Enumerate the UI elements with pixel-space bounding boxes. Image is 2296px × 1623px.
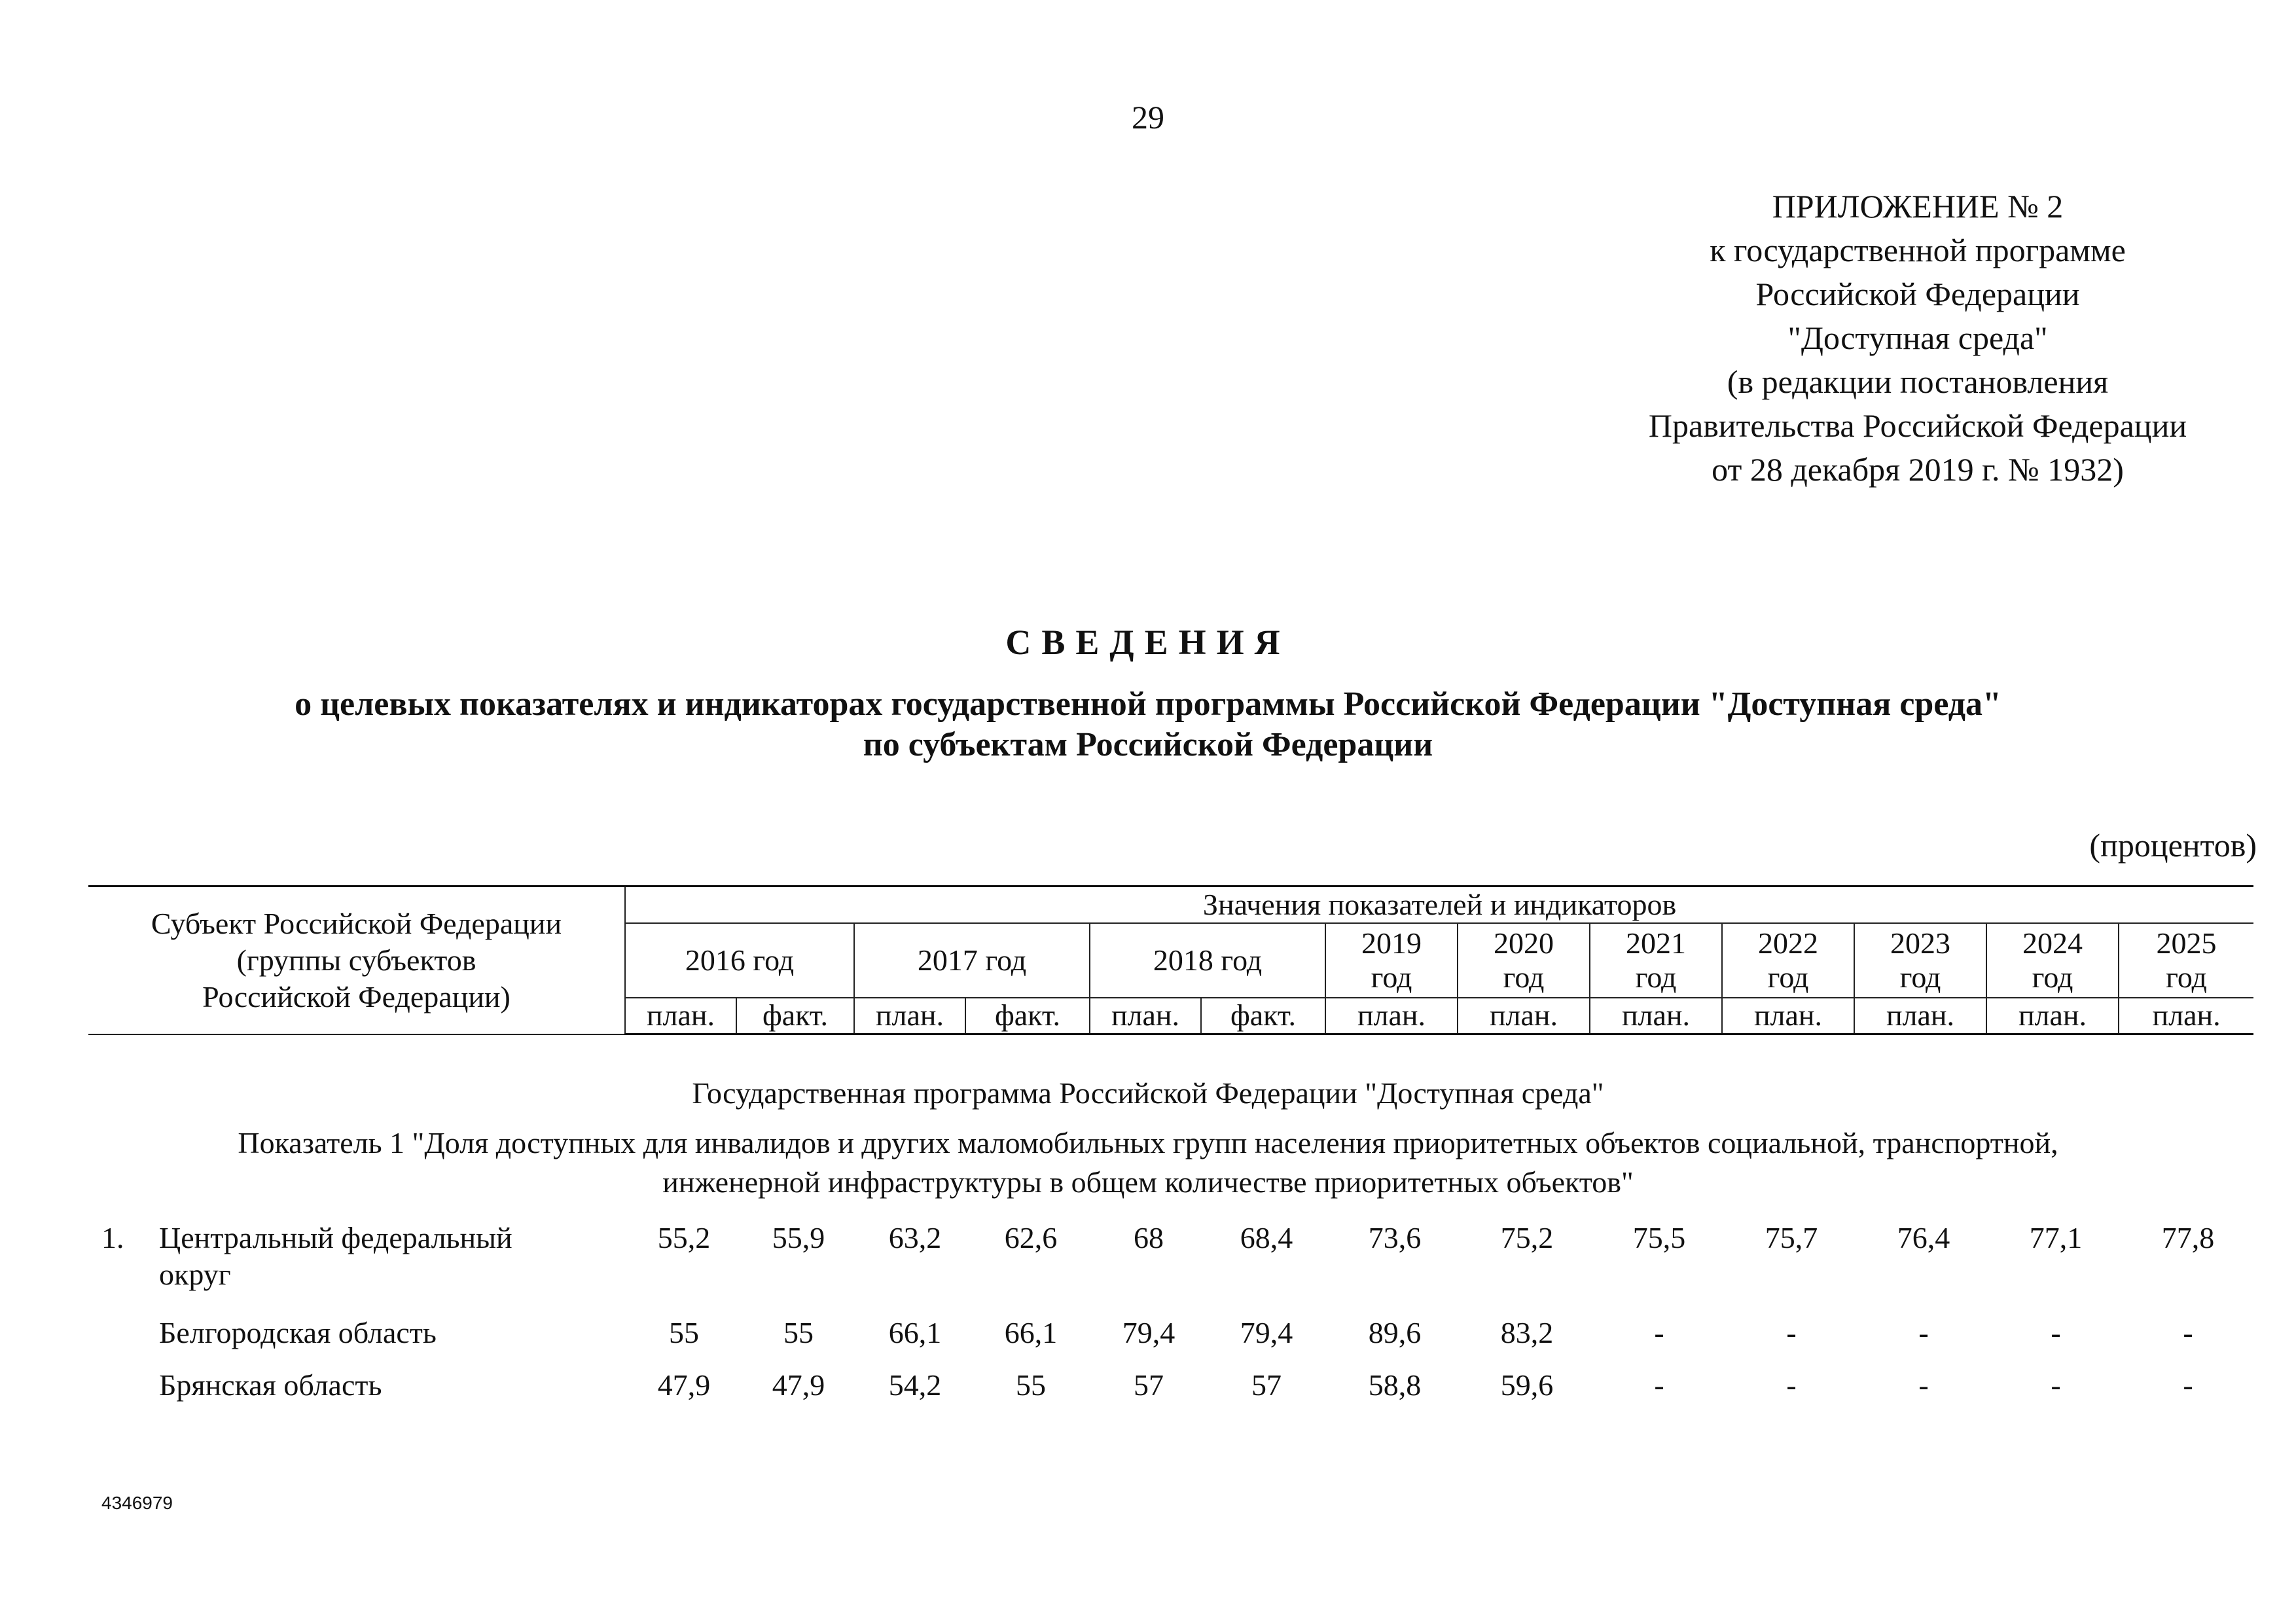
indicator-title bbox=[0, 1123, 2296, 1202]
table-cell: 59,6 bbox=[1500, 1368, 1554, 1402]
table-cell: 58,8 bbox=[1368, 1368, 1422, 1402]
year-header: 2018 год bbox=[1090, 923, 1325, 998]
indicator-title-line: Показатель 1 "Доля доступных для инвалидов и других маломобильных групп населения приоритетных объектов социальной, транспортной, bbox=[238, 1126, 2058, 1159]
appendix-line: "Доступная среда" bbox=[1787, 319, 2048, 356]
plan-header: план. bbox=[1325, 998, 1458, 1034]
table-cell: 57 bbox=[1134, 1368, 1164, 1402]
row-subject-name: Центральный федеральный округ bbox=[159, 1221, 512, 1291]
table-cell: 76,4 bbox=[1897, 1221, 1950, 1254]
plan-header: план. bbox=[1458, 998, 1590, 1034]
table-cell: 55 bbox=[783, 1316, 814, 1349]
fact-header: факт. bbox=[965, 998, 1090, 1034]
table-cell: 55,2 bbox=[657, 1221, 711, 1254]
table-cell: 83,2 bbox=[1500, 1316, 1554, 1349]
plan-header: план. bbox=[1090, 998, 1201, 1034]
year-header: 2017 год bbox=[854, 923, 1090, 998]
table-cell: 55 bbox=[669, 1316, 699, 1349]
year-header: 2020 год bbox=[1458, 923, 1590, 998]
table-cell: - bbox=[1654, 1316, 1664, 1349]
year-header: 2019 год bbox=[1325, 923, 1458, 998]
subject-column-header: Субъект Российской Федерации (группы субъектов Российской Федерации) bbox=[88, 886, 625, 1034]
table-cell: - bbox=[1918, 1368, 1929, 1402]
plan-header: план. bbox=[1590, 998, 1722, 1034]
plan-header: план. bbox=[1722, 998, 1854, 1034]
table-cell: 68,4 bbox=[1240, 1221, 1293, 1254]
subtitle-line: по субъектам Российской Федерации bbox=[863, 726, 1433, 763]
year-header: 2025 год bbox=[2119, 923, 2253, 998]
document-id: 4346979 bbox=[101, 1493, 173, 1513]
plan-header: план. bbox=[625, 998, 736, 1034]
values-column-header: Значения показателей и индикаторов bbox=[625, 886, 2253, 923]
table-cell: 68 bbox=[1134, 1221, 1164, 1254]
year-header: 2022 год bbox=[1722, 923, 1854, 998]
appendix-block bbox=[1558, 185, 2278, 492]
table-cell: - bbox=[1786, 1368, 1797, 1402]
appendix-line: ПРИЛОЖЕНИЕ № 2 bbox=[1772, 188, 2064, 225]
table-cell: 47,9 bbox=[657, 1368, 711, 1402]
table-cell: 63,2 bbox=[888, 1221, 942, 1254]
row-subject-name: Белгородская область bbox=[159, 1316, 437, 1349]
table-cell: 66,1 bbox=[1004, 1316, 1058, 1349]
table-cell: 79,4 bbox=[1122, 1316, 1175, 1349]
appendix-line: от 28 декабря 2019 г. № 1932) bbox=[1712, 451, 2124, 488]
table-cell: - bbox=[2183, 1368, 2193, 1402]
table-cell: 55,9 bbox=[772, 1221, 825, 1254]
table-cell: - bbox=[2051, 1316, 2061, 1349]
table-cell: 73,6 bbox=[1368, 1221, 1422, 1254]
table-cell: - bbox=[2051, 1368, 2061, 1402]
plan-header: план. bbox=[1986, 998, 2119, 1034]
fact-header: факт. bbox=[736, 998, 854, 1034]
indicator-title-line: инженерной инфраструктуры в общем количестве приоритетных объектов" bbox=[662, 1165, 1634, 1199]
row-number: 1. bbox=[101, 1221, 124, 1254]
appendix-line: к государственной программе bbox=[1710, 232, 2126, 268]
plan-header: план. bbox=[1854, 998, 1986, 1034]
row-subject-name: Брянская область bbox=[159, 1368, 382, 1402]
table-cell: 75,2 bbox=[1500, 1221, 1554, 1254]
document-title: СВЕДЕНИЯ bbox=[1005, 623, 1291, 662]
table-cell: 77,8 bbox=[2161, 1221, 2215, 1254]
year-header: 2023 год bbox=[1854, 923, 1986, 998]
table-cell: 62,6 bbox=[1004, 1221, 1058, 1254]
appendix-line: Правительства Российской Федерации bbox=[1648, 407, 2187, 444]
indicator-table-header bbox=[88, 885, 2253, 1035]
table-cell: - bbox=[1786, 1316, 1797, 1349]
table-cell: 47,9 bbox=[772, 1368, 825, 1402]
table-cell: - bbox=[1654, 1368, 1664, 1402]
units-label: (процентов) bbox=[2089, 827, 2257, 864]
program-section-title: Государственная программа Российской Федерации "Доступная среда" bbox=[692, 1076, 1604, 1110]
page-number: 29 bbox=[1132, 99, 1164, 136]
table-cell: 54,2 bbox=[888, 1368, 942, 1402]
table-cell: 57 bbox=[1251, 1368, 1282, 1402]
year-header: 2016 год bbox=[625, 923, 854, 998]
subtitle-line: о целевых показателях и индикаторах государственной программы Российской Федерации "Доступная среда" bbox=[295, 685, 2001, 723]
table-cell: - bbox=[1918, 1316, 1929, 1349]
table-cell: 66,1 bbox=[888, 1316, 942, 1349]
appendix-line: Российской Федерации bbox=[1755, 276, 2080, 312]
table-cell: 89,6 bbox=[1368, 1316, 1422, 1349]
table-cell: 77,1 bbox=[2029, 1221, 2083, 1254]
appendix-line: (в редакции постановления bbox=[1727, 363, 2109, 400]
document-subtitle bbox=[0, 684, 2296, 765]
plan-header: план. bbox=[2119, 998, 2253, 1034]
plan-header: план. bbox=[854, 998, 965, 1034]
year-header: 2021 год bbox=[1590, 923, 1722, 998]
table-cell: 75,5 bbox=[1632, 1221, 1686, 1254]
table-cell: - bbox=[2183, 1316, 2193, 1349]
table-cell: 79,4 bbox=[1240, 1316, 1293, 1349]
year-header: 2024 год bbox=[1986, 923, 2119, 998]
fact-header: факт. bbox=[1201, 998, 1325, 1034]
table-cell: 75,7 bbox=[1765, 1221, 1818, 1254]
table-cell: 55 bbox=[1016, 1368, 1046, 1402]
